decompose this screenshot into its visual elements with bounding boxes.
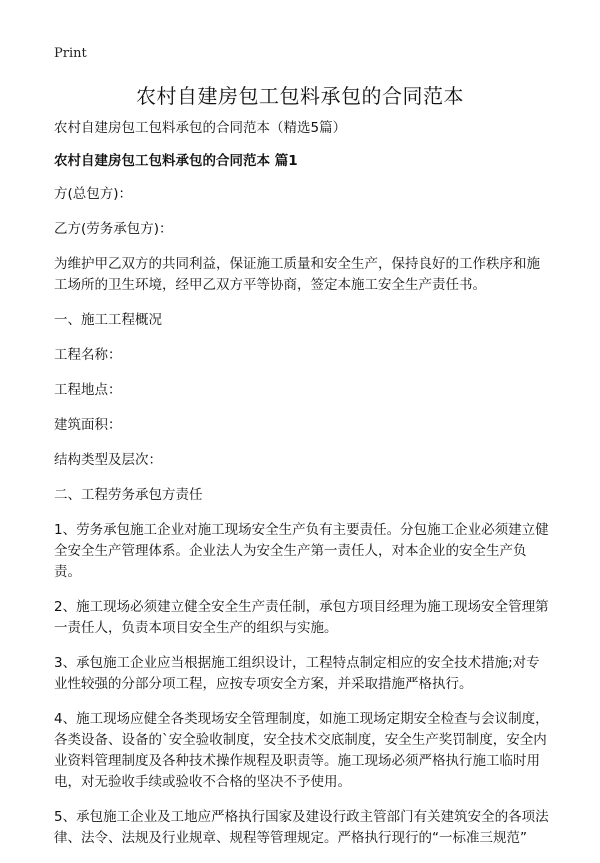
project-name-line: 工程名称：: [54, 347, 122, 363]
page-title: 农村自建房包工包料承包的合同范本: [136, 84, 464, 108]
clause-3: 3、承包施工企业应当根据施工组织设计，工程特点制定相应的安全技术措施;对专业性较强的分部分项工程，应按专项安全方案，并采取措施严格执行。: [54, 655, 540, 692]
section-title: 农村自建房包工包料承包的合同范本 篇1: [54, 153, 298, 169]
intro-paragraph: 为维护甲乙双方的共同利益，保证施工质量和安全生产，保持良好的工作秩序和施工场所的卫生环境，经甲乙双方平等协商，签定本施工安全生产责任书。: [54, 256, 540, 293]
building-area-line: 建筑面积：: [54, 417, 122, 433]
print-label: Print: [54, 46, 87, 61]
party-b-line: 乙方(劳务承包方)：: [54, 221, 173, 237]
structure-type-line: 结构类型及层次：: [54, 452, 162, 468]
project-location-line: 工程地点：: [54, 382, 122, 398]
heading-project-overview: 一、施工工程概况: [54, 312, 162, 328]
party-a-line: 方(总包方)：: [54, 186, 133, 202]
clause-2: 2、施工现场必须建立健全安全生产责任制，承包方项目经理为施工现场安全管理第一责任人，负责本项目安全生产的组织与实施。: [54, 599, 549, 636]
clause-4: 4、施工现场应健全各类现场安全管理制度，如施工现场定期安全检查与会议制度，各类设备、设备的`安全验收制度，安全技术交底制度，安全生产奖罚制度，安全内业资料管理制度及各种技术操作规程及职责等。施工现场必须严格执行施工临时用电，对无验收手续或验收不合格的坚决不予使用。: [54, 711, 549, 790]
clause-5: 5、承包施工企业及工地应严格执行国家及建设行政主管部门有关建筑安全的各项法律、法令、法规及行业规章、规程等管理规定。严格执行现行的“一标准三规范”: [54, 809, 549, 846]
document-body: [54, 118, 550, 863]
heading-contractor-responsibility: 二、工程劳务承包方责任: [54, 487, 203, 503]
clause-1: 1、劳务承包施工企业对施工现场安全生产负有主要责任。分包施工企业必须建立健全安全生产管理体系。企业法人为安全生产第一责任人，对本企业的安全生产负责。: [54, 522, 549, 580]
document-subtitle: 农村自建房包工包料承包的合同范本（精选5篇）: [54, 120, 347, 136]
